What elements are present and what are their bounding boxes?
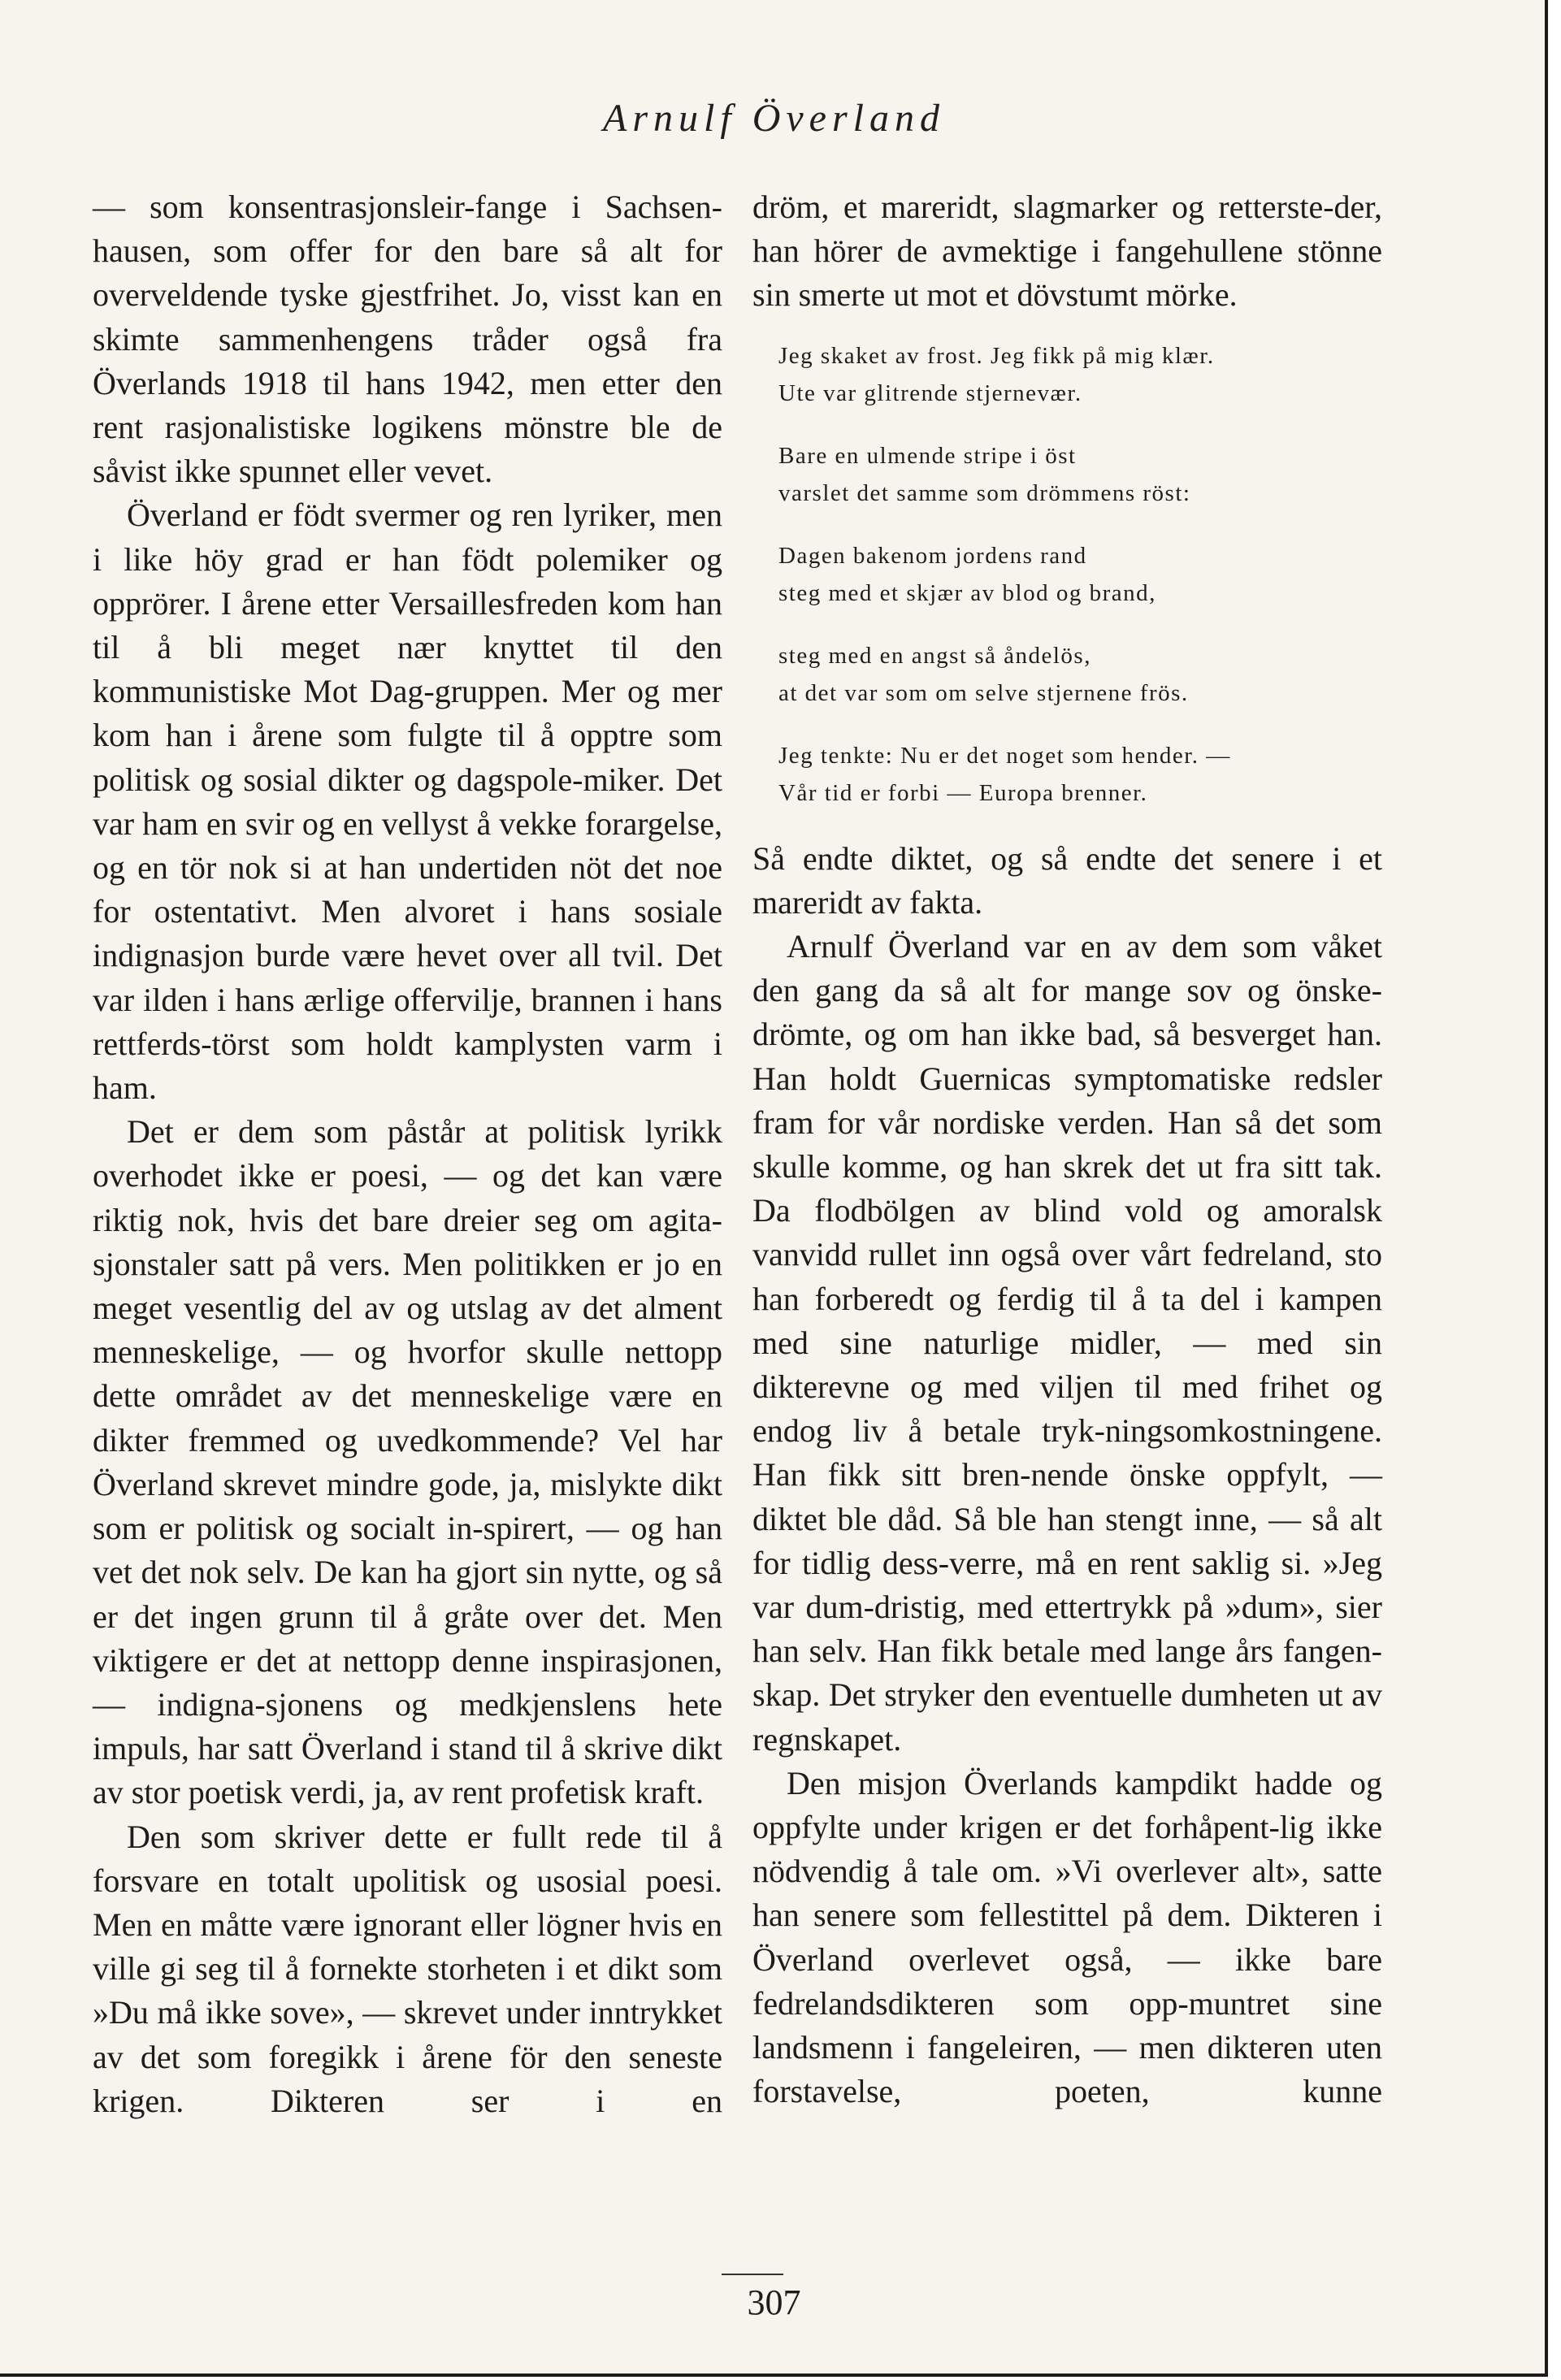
poem-line: Bare en ulmende stripe i öst [778,442,1077,469]
poem-stanza [778,437,1382,512]
poem-line: Vår tid er forbi — Europa brenner. [778,779,1148,806]
folio-rule [722,2274,783,2275]
poem-line: Dagen bakenom jordens rand [778,542,1087,569]
poem-line: Jeg skaket av frost. Jeg fikk på mig klær. [778,342,1215,369]
paragraph: Överland er födt svermer og ren lyriker, men i like höy grad er han födt polemiker og opprörer. I årene etter Versaillesfreden kom han til å bli meget nær knyttet til den kommunistiske Mot Dag-gruppen. Mer og mer kom han i årene som fulgte til å opptre som politisk og sosial dikter og dagspole-miker. Det var ham en svir og en vellyst å vekke forargelse, og en tör nok si at han undertiden nöt det noe for ostentativt. Men alvoret i hans sosiale indignasjon burde være hevet over all tvil. Det var ilden i hans ærlige offervilje, brannen i hans rettferds-törst som holdt kamplysten varm i ham. [93,496,722,1107]
poem-stanza [778,637,1382,712]
poem-line: steg med en angst så åndelös, [778,642,1091,669]
poem-line: varslet det samme som drömmens röst: [778,479,1191,506]
poem-stanza [778,537,1382,612]
paragraph: Den som skriver dette er fullt rede til å forsvare en totalt upolitisk og usosial poesi. Men en måtte være ignorant eller lögner hvis en ville gi seg til å fornekte storheten i et dikt som »Du må ikke sove», — skrevet under inntrykket av det som foregikk i årene för den seneste krigen. Dikteren ser i en [93,1818,722,2119]
poem-line: Ute var glitrende stjernevær. [778,379,1082,406]
paragraph: Det er dem som påstår at politisk lyrikk overhodet ikke er poesi, — og det kan være riktig nok, hvis det bare dreier seg om agita-sjonstaler satt på vers. Men politikken er jo en meget vesentlig del av og utslag av det alment menneskelige, — og hvorfor skulle nettopp dette området av det menneskelige være en dikter fremmed og uvedkommende? Vel har Överland skrevet mindre gode, ja, mislykte dikt som er politisk og socialt in-spirert, — og han vet det nok selv. De kan ha gjort sin nytte, og så er det ingen grunn til å gråte over det. Men viktigere er det at nettopp denne inspirasjonen, — indigna-sjonens og medkjenslens hete impuls, har satt Överland i stand til å skrive dikt av stor poetisk verdi, ja, av rent profetisk kraft. [93,1113,722,1811]
poem-line: Jeg tenkte: Nu er det noget som hender. — [778,742,1231,769]
right-column [752,185,1382,2114]
paragraph: Arnulf Överland var en av dem som våket den gang da så alt for mange sov og önske-drömte, og om han ikke bad, så besverget han. Han holdt Guernicas symptomatiske redsler fram for vår nordiske verden. Han så det som skulle komme, og han skrek det ut fra sitt tak. Da flodbölgen av blind vold og amoralsk vanvidd rullet inn også over vårt fedreland, sto han forberedt og ferdig til å ta del i kampen med sine naturlige midler, — med sin dikterevne og med viljen til med frihet og endog liv å betale tryk-ningsomkostningene. Han fikk sitt bren-nende önske oppfylt, — diktet ble dåd. Så ble han stengt inne, — så alt for tidlig dess-verre, må en rent saklig si. »Jeg var dum-dristig, med ettertrykk på »dum», sier han selv. Han fikk betale med lange års fangen-skap. Det stryker den eventuelle dumheten ut av regnskapet. [752,928,1382,1758]
poem-line: steg med et skjær av blod og brand, [778,579,1156,606]
page-number: 307 [747,2282,801,2322]
paragraph: Så endte diktet, og så endte det senere i et mareridt av fakta. [752,839,1382,921]
paragraph: dröm, et mareridt, slagmarker og retterste-der, han hörer de avmektige i fangehullene stönne sin smerte ut mot et dövstumt mörke. [752,189,1382,314]
poem-stanza [778,337,1382,412]
poem-line: at det var som om selve stjernene frös. [778,679,1189,706]
poem-quote [778,337,1382,812]
paragraph: Den misjon Överlands kampdikt hadde og oppfylte under krigen er det forhåpent-lig ikke nödvendig å tale om. »Vi overlever alt», satte han senere som fellestittel på dem. Dikteren i Överland overlevet også, — ikke bare fedrelandsdikteren som opp-muntret sine landsmenn i fangeleiren, — men dikteren uten forstavelse, poeten, kunne [752,1764,1382,2110]
paragraph: — som konsentrasjonsleir-fange i Sachsen-hausen, som offer for den bare så alt for overveldende tyske gjestfrihet. Jo, visst kan en skimte sammenhengens tråder også fra Överlands 1918 til hans 1942, men etter den rent rasjonalistiske logikens mönstre ble de såvist ikke spunnet eller vevet. [93,189,722,490]
left-column [93,185,722,2123]
poem-stanza [778,737,1382,812]
running-head: Arnulf Överland [603,97,945,140]
